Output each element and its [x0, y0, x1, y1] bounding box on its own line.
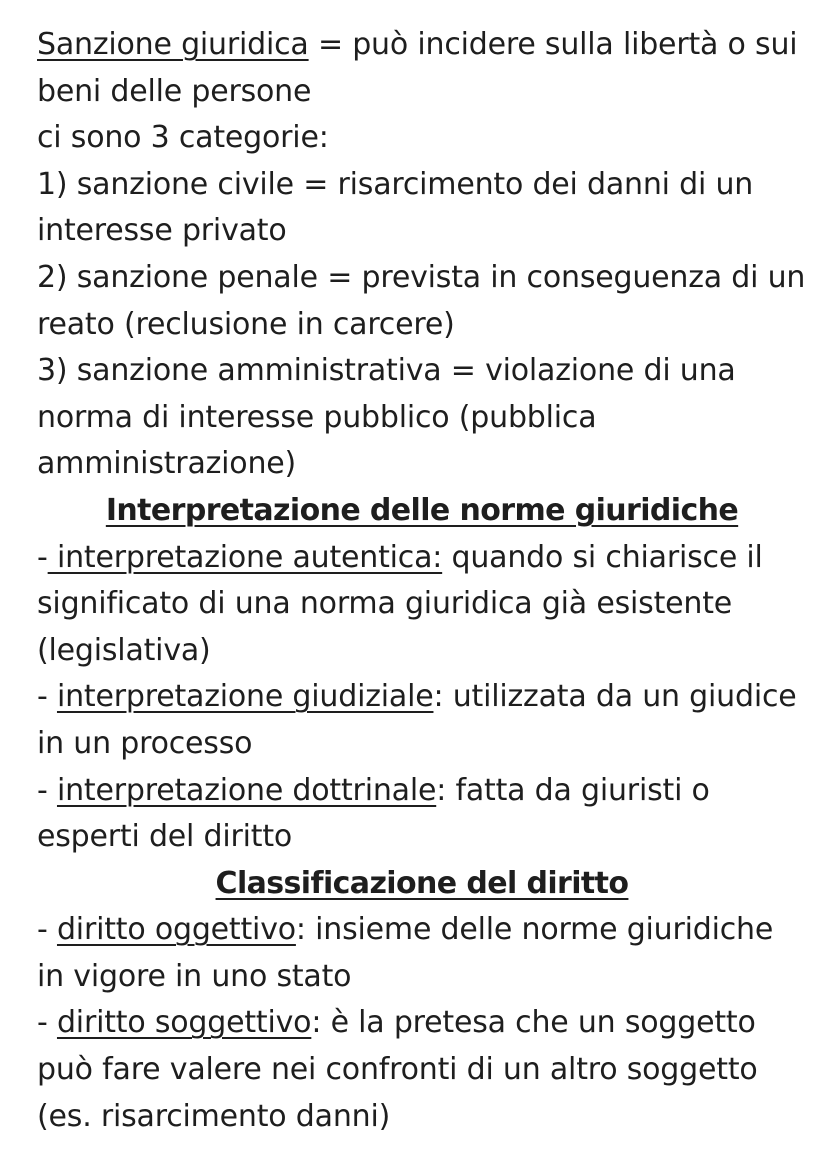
interpretazione-desc-giudiziale: : utilizzata da un giudice in un processo	[37, 679, 797, 761]
classificazione-desc-oggettivo: : insieme delle norme giuridiche in vigore in uno stato	[37, 912, 774, 994]
interpretazione-desc-dottrinale: : fatta da giuristi o esperti del diritto	[37, 772, 710, 855]
interpretazione-term-autentica: interpretazione autentica:	[47, 539, 443, 575]
interpretazione-item-dottrinale	[37, 768, 807, 861]
sanzione-category-amministrativa: 3) sanzione amministrativa = violazione di una norma di interesse pubblico (pubblica amministrazione)	[37, 353, 736, 482]
classificazione-desc-soggettivo: : è la pretesa che un soggetto può fare valere nei confronti di un altro soggetto (es. risarcimento danni)	[37, 1005, 758, 1134]
interpretazione-term-dottrinale: interpretazione dottrinale	[56, 772, 437, 808]
sanzione-category-penale: 2) sanzione penale = prevista in conseguenza di un reato (reclusione in carcere)	[37, 259, 806, 342]
list-bullet: -	[37, 772, 57, 808]
classificazione-item-soggettivo	[37, 1000, 807, 1140]
classificazione-item-oggettivo	[37, 907, 807, 1000]
interpretazione-term-giudiziale: interpretazione giudiziale	[56, 679, 434, 715]
classificazione-term-oggettivo: diritto oggettivo	[56, 912, 296, 948]
interpretazione-desc-autentica: quando si chiarisce il significato di una norma giuridica già esistente (legislativa)	[37, 539, 763, 668]
list-bullet: -	[37, 1005, 57, 1041]
list-bullet: -	[37, 912, 57, 948]
list-bullet: -	[37, 679, 57, 715]
sanzione-intro: ci sono 3 categorie:	[37, 120, 329, 156]
classificazione-term-soggettivo: diritto soggettivo	[56, 1005, 312, 1041]
sanzione-definition-text: = può incidere sulla libertà o sui beni delle persone	[37, 27, 798, 109]
notes-page	[37, 22, 807, 1140]
sanzione-term: Sanzione giuridica	[37, 27, 309, 62]
interpretazione-heading: Interpretazione delle norme giuridiche	[105, 492, 739, 528]
list-bullet: -	[37, 539, 48, 575]
interpretazione-item-autentica	[37, 535, 807, 675]
classificazione-heading: Classificazione del diritto	[215, 865, 629, 901]
interpretazione-item-giudiziale	[37, 674, 807, 767]
sanzione-category-civile: 1) sanzione civile = risarcimento dei danni di un interesse privato	[37, 166, 754, 249]
sanzione-definition	[37, 22, 807, 115]
